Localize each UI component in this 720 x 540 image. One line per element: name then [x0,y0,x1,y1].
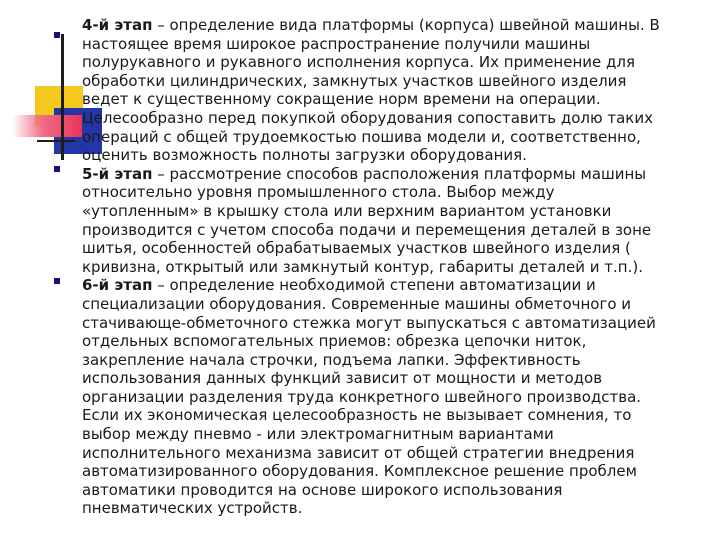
bullet-square-icon [54,278,60,284]
list-item [58,165,670,277]
list-item [58,16,670,165]
stage-text: – рассмотрение способов расположения платформы машины относительно уровня промышленного стола. Выбор между «утопленным» в крышку стола или верхним вариантом установки производится с учетом способа подачи и перемещения деталей в зоне шитья, особенностей обрабатываемых участков швейного изделия ( кривизна, открытый или замкнутый контур, габариты деталей и т.п.). [82,164,652,276]
list-item [58,276,670,518]
bullet-square-icon [54,166,60,172]
stage-text: – определение необходимой степени автоматизации и специализации оборудования. Современные машины обметочного и стачивающе-обметочного стежка могут выпускаться с автоматизацией отдельных вспомогательных приемов: обрезка цепочки ниток, закрепление начала строчки, подъема лапки. Эффективность использования данных функций зависит от мощности и методов организации разделения труда конкретного швейного производства. Если их экономическая целесообразность не вызывает сомнения, то выбор между пневмо - или электромагнитным вариантами исполнительного механизма зависит от общей стратегии внедрения автоматизированного оборудования. Комплексное решение проблем автоматики проводится на основе широкого использования пневматических устройств. [82,276,656,518]
stage-title: 6-й этап [82,276,153,295]
stage-text: – определение вида платформы (корпуса) швейной машины. В настоящее время широкое распространение получили машины полурукавного и рукавного исполнения корпуса. Их применение для обработки цилиндрических, замкнутых участков швейного изделия ведет к существенному сокращение норм времени на операции. Целесообразно перед покупкой оборудования сопоставить долю таких операций с общей трудоемкостью пошива модели и, соответственно, оценить возможность полноты загрузки оборудования. [82,16,660,165]
list-item-paragraph [82,276,670,518]
stage-title: 5-й этап [82,164,153,183]
bullet-list [58,16,670,518]
bullet-square-icon [54,32,60,38]
list-item-paragraph [82,165,670,277]
list-item-paragraph [82,16,670,165]
stage-title: 4-й этап [82,16,153,34]
